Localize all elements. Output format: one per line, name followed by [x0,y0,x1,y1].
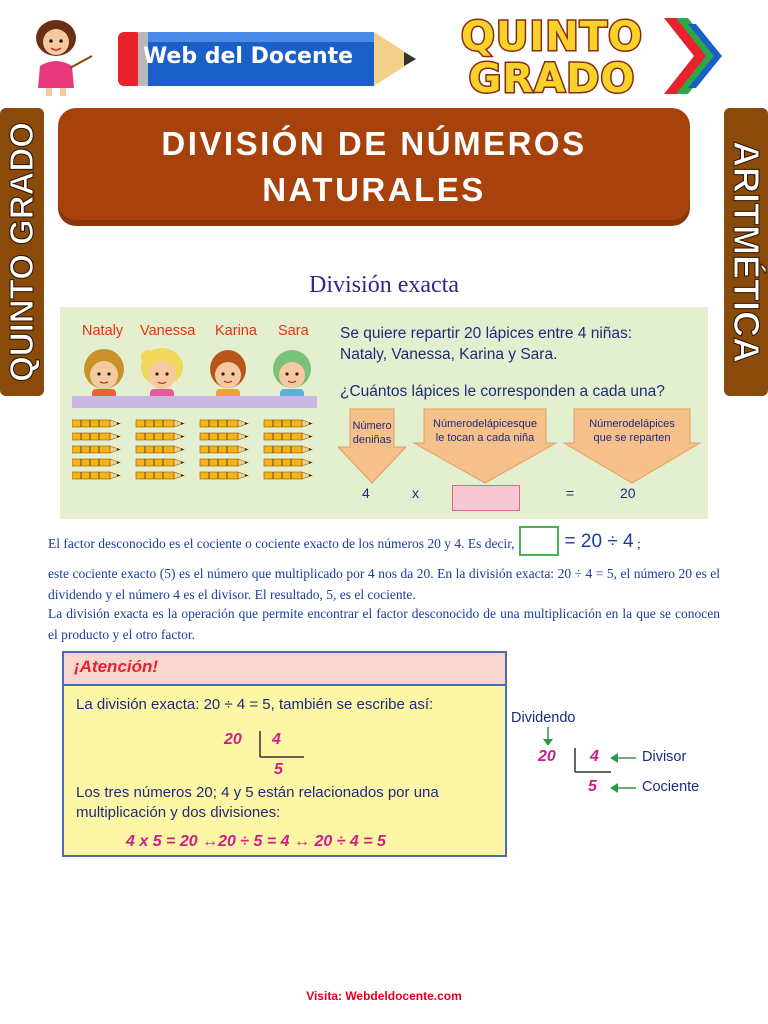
pencil-icon [72,472,120,479]
division-bracket [258,731,308,761]
pencil-icon [72,459,120,466]
girl-sara-icon [266,345,318,401]
pencils-grid-icon [72,418,322,488]
problem-line2: Nataly, Vanessa, Karina y Sara. [340,346,558,363]
pencil-icon [72,433,120,440]
arrow3-label-l1: Númerodelápices [589,418,675,430]
arrow1-label-l2: deniñas [352,434,392,446]
web-del-docente-logo [98,26,438,92]
eq-twenty: 20 [620,485,636,501]
name-vanessa: Vanessa [140,323,196,339]
pencil-icon [200,472,248,479]
division-divisor: 4 [272,731,281,748]
pencil-icon [200,420,248,427]
label-divisor: Divisor [642,749,687,765]
division-quotient: 5 [274,761,283,778]
section-heading: División exacta [309,272,459,298]
arrow1-label [340,419,404,447]
girl-karina-icon [202,345,254,401]
pencil-icon [136,420,184,427]
divider-bar [72,396,317,408]
pencil-icon [136,459,184,466]
pencil-icon [136,446,184,453]
attention-box [62,651,507,857]
p1-equation: = 20 ÷ 4 [564,530,634,552]
diag-quotient: 5 [588,778,597,795]
arrow2-label-l2: le tocan a cada niña [435,432,535,444]
pencil-icon [264,420,312,427]
relation-equation: 4 x 5 = 20 ↔20 ÷ 5 = 4 ↔ 20 ÷ 4 = 5 [126,833,386,850]
eq-equals: = [566,485,575,501]
side-right-text: ARITMÉTICA [726,141,767,363]
attention-line3: multiplicación y dos divisiones: [76,804,281,821]
girl-vanessa-icon [136,345,188,401]
problem-panel [60,307,708,519]
pencil-icon [200,446,248,453]
girl-nataly-icon [78,345,130,401]
title-line2: NATURALES [262,171,486,208]
attention-title: ¡Atención! [74,657,159,676]
pencil-icon [264,459,312,466]
problem-question: ¿Cuántos lápices le corresponden a cada una? [340,383,665,400]
logo-text: Web del Docente [142,44,354,69]
side-left-text: QUINTO GRADO [3,122,40,382]
p1-end: ; [636,536,641,552]
attention-line1: La división exacta: 20 ÷ 4 = 5, también se escribe así: [76,696,434,713]
arrow-down-green-icon [542,727,554,747]
name-karina: Karina [215,323,257,339]
attention-line2: Los tres números 20; 4 y 5 están relacionados por una [76,784,439,801]
pencil-icon [72,446,120,453]
name-sara: Sara [278,323,309,339]
badge-line1: QUINTO [460,14,644,60]
arrow-left-green-icon [610,782,636,794]
badge-line2: GRADO [468,56,636,102]
footer-link[interactable]: Visita: Webdeldocente.com [306,989,462,1003]
p1-text: El factor desconocido es el cociente o cociente exacto de los números 20 y 4. Es decir, [48,536,515,552]
arrow3-label [572,417,692,445]
grade-badge [432,10,722,102]
explanation-p1 [48,530,720,560]
explanation-p2: este cociente exacto (5) es el número que multiplicado por 4 nos da 20. En la división exacta: 20 ÷ 4 = 5, el número 20 es el dividendo y el número 4 es el divisor. El resultado, 5, es el cociente. [48,566,720,602]
pencil-icon [136,433,184,440]
arrow2-label-l1: Númerodelápicesque [433,418,537,430]
name-nataly: Nataly [82,323,124,339]
pencil-icon [72,420,120,427]
page-title [114,121,634,213]
label-dividendo: Dividendo [511,710,576,726]
problem-line1: Se quiere repartir 20 lápices entre 4 niñas: [340,325,633,342]
arrow2-label [422,417,548,445]
eq-times: x [412,485,419,501]
pencil-icon [136,472,184,479]
title-banner [58,108,690,226]
label-cociente: Cociente [642,779,700,795]
arrow-left-green-icon [610,752,636,764]
explanation-p3: La división exacta es la operación que permite encontrar el factor desconocido de una multiplicación en la que se conocen el producto y el otro factor. [48,606,720,642]
diag-dividend: 20 [538,748,556,765]
attention-header [64,653,505,686]
answer-box [519,526,559,556]
arrow1-label-l1: Número [352,420,392,432]
diag-divisor: 4 [590,748,599,765]
unknown-factor-box [452,485,520,511]
pencil-icon [264,446,312,453]
division-dividend: 20 [224,731,242,748]
pencil-icon [200,433,248,440]
arrow3-label-l2: que se reparten [593,432,671,444]
pencil-icon [264,472,312,479]
pencil-icon [264,433,312,440]
pencil-icon [200,459,248,466]
eq-four: 4 [362,485,370,501]
side-bar-left [0,108,44,396]
title-line1: DIVISIÓN DE NÚMEROS [161,125,587,162]
side-bar-right [724,108,768,396]
